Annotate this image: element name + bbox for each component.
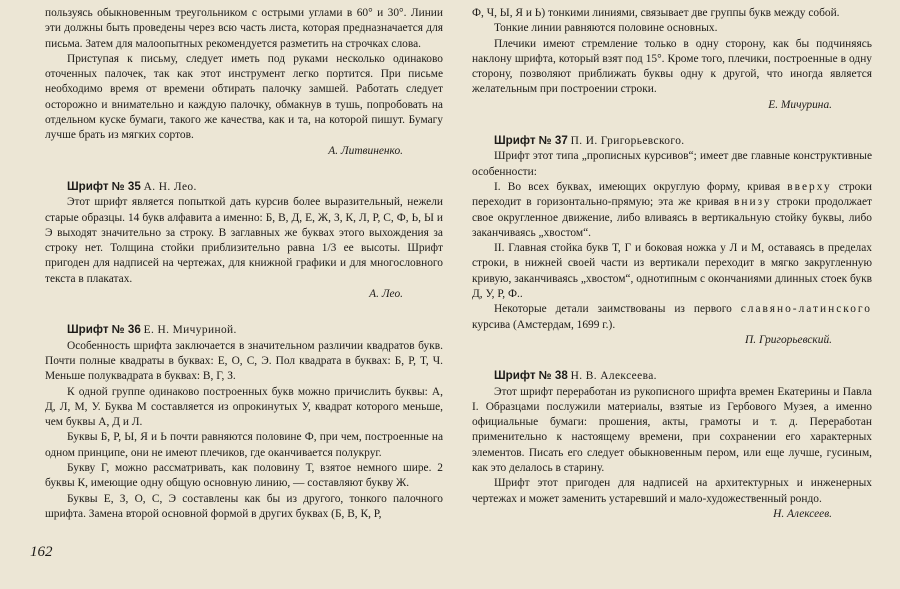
- section-author: Е. Н. Мичуриной.: [143, 324, 237, 337]
- text-span: I. Во всех буквах, имеющих округлую форму, кривая: [494, 180, 781, 193]
- section-label: Шрифт № 35: [67, 179, 141, 193]
- signature: А. Лео.: [369, 288, 403, 301]
- spaced-word: славяно-латинского: [740, 303, 872, 316]
- paragraph: Плечики имеют стремление только в одну сторону, как бы подчиняясь наклону шрифта, который взят под 15°. Кроме того, плечики, построенные в одну сторону, позволяют приближать буквы одну к другой, что иногда является желательным при построении строки.: [472, 37, 872, 96]
- section-author: П. И. Григорьевского.: [570, 135, 685, 148]
- text-span: курсива (Амстердам, 1699 г.).: [472, 318, 616, 331]
- left-column: [45, 6, 443, 522]
- paragraph: Особенность шрифта заключается в значительном различии квадратов букв. Почти полные квадраты в буквах: Е, О, С, Э. Пол квадрата в буквах: Б, Р, Т, Ч. Меньше полуквадрата в буквах: В, Г, З.: [45, 339, 443, 383]
- section-font-38: [472, 368, 872, 522]
- text-span: Некоторые детали заимствованы из первого: [494, 303, 732, 316]
- section-font-35: [45, 179, 443, 302]
- paragraph: К одной группе одинаково построенных букв можно причислить буквы: А, Д, Л, М, У. Буква М составляется из опрокинутых У, квадрат которого меньше, чем буквы А, Д и Л.: [45, 385, 443, 429]
- section-heading: [472, 368, 872, 384]
- section-author: Н. В. Алексеева.: [570, 370, 657, 383]
- right-column: [472, 6, 872, 522]
- section-heading: [472, 133, 872, 149]
- text-span: строки переходит в горизонтально-прямую; эта же кривая: [472, 180, 872, 209]
- section-author: А. Н. Лео.: [143, 180, 197, 193]
- signature: Н. Алексеев.: [773, 507, 832, 520]
- paragraph: пользуясь обыкновенным треугольником с острыми углами в 60° и 30°. Линии эти должны быть проведены через всю часть листа, которая предназначается для письма. Затем для малоопытных рекомендуется разметить на строчках слова.: [45, 7, 443, 50]
- paragraph: Шрифт этот типа „прописных курсивов“; имеет две главные конструктивные особенности:: [472, 150, 872, 178]
- text-span: строки продолжает свое округленное движение, либо вливаясь в вертикальную стойку буквы, либо заканчиваясь „хвостом“.: [472, 196, 872, 239]
- paragraph: Приступая к письму, следует иметь под руками несколько одинаково оточенных палочек, так как этот инструмент легко портится. При письме необходимо время от времени обтирать палочку замшей. Работать следует осторожно и внимательно и каждую палочку, обмакнув в тушь, попробовать на отдельном куске бумаги, такого же качества, как и та, на которой пишут. Бумагу лучше брать из мягких сортов.: [45, 52, 443, 142]
- paragraph: Буквы Е, З, О, С, Э составлены как бы из другого, тонкого палочного шрифта. Замена второй основной формой в других буквах (Б, В, К, Р,: [45, 492, 443, 520]
- section-label: Шрифт № 38: [494, 369, 568, 383]
- signature: А. Литвиненко.: [328, 144, 403, 157]
- paragraph: Тонкие линии равняются половине основных.: [494, 22, 718, 35]
- paragraph: [472, 302, 872, 333]
- spaced-word: вверху: [787, 180, 832, 193]
- section-label: Шрифт № 37: [494, 134, 568, 148]
- section-heading: [45, 322, 443, 338]
- signature: П. Григорьевский.: [745, 333, 832, 346]
- paragraph: Ф, Ч, Ы, Я и Ь) тонкими линиями, связывает две группы букв между собой.: [472, 7, 840, 19]
- signature: Е. Мичурина.: [768, 98, 832, 111]
- paragraph: Букву Г, можно рассматривать, как половину Т, взятое немного шире. 2 буквы К, имеющие одну общую основную линию, — составляют букву Ж.: [45, 462, 443, 490]
- section-heading: [45, 179, 443, 195]
- section-font-36: [45, 322, 443, 522]
- page-number: 162: [30, 544, 53, 560]
- paragraph: Этот шрифт является попыткой дать курсив более выразительный, нежели старые образцы. 14 букв алфавита а именно: Б, В, Д, Е, Ж, З, К, Л, Р, С, Ф, Ь, Ы и Э выходят значительно за строку. В заглавных же буквах этого выхождения за строку нет. Толщина стойки приблизительно равна 1/3 ее высоты. Шрифт пригоден для надписей на чертежах, для книжной графики и для многословного текста в плакатах.: [45, 196, 443, 285]
- paragraph: Этот шрифт переработан из рукописного шрифта времен Екатерины и Павла I. Образцами послужили материалы, взятые из Гербового Музея, а именно официальные бумаги: прошения, акты, грамоты и т. д. Переработан применительно к настоящему времени, при сохранении его характерных элементов. Писать его следует обыкновенным пером, или еще лучше, гусиным, как это делалось в старину.: [472, 385, 872, 475]
- section-label: Шрифт № 36: [67, 323, 141, 337]
- paragraph: Шрифт этот пригоден для надписей на архитектурных и инженерных чертежах и может заменить устаревший и мало-художественный рондо.: [472, 477, 872, 505]
- paragraph: II. Главная стойка букв Т, Г и боковая ножка у Л и М, оставаясь в пределах строки, в нижней своей части из вертикали переходит в мягко закругленную кривую, заканчиваясь „хвостом“, однотипным с окончаниями длинных стоек букв Д, У, Р, Ф..: [472, 242, 872, 301]
- section-font-37: [472, 133, 872, 348]
- paragraph: Буквы Б, Р, Ы, Я и Ь почти равняются половине Ф, при чем, построенные на одном принципе, они не имеют плечиков, где оканчивается полукруг.: [45, 431, 443, 459]
- spaced-word: внизу: [734, 196, 772, 209]
- paragraph: [472, 180, 872, 241]
